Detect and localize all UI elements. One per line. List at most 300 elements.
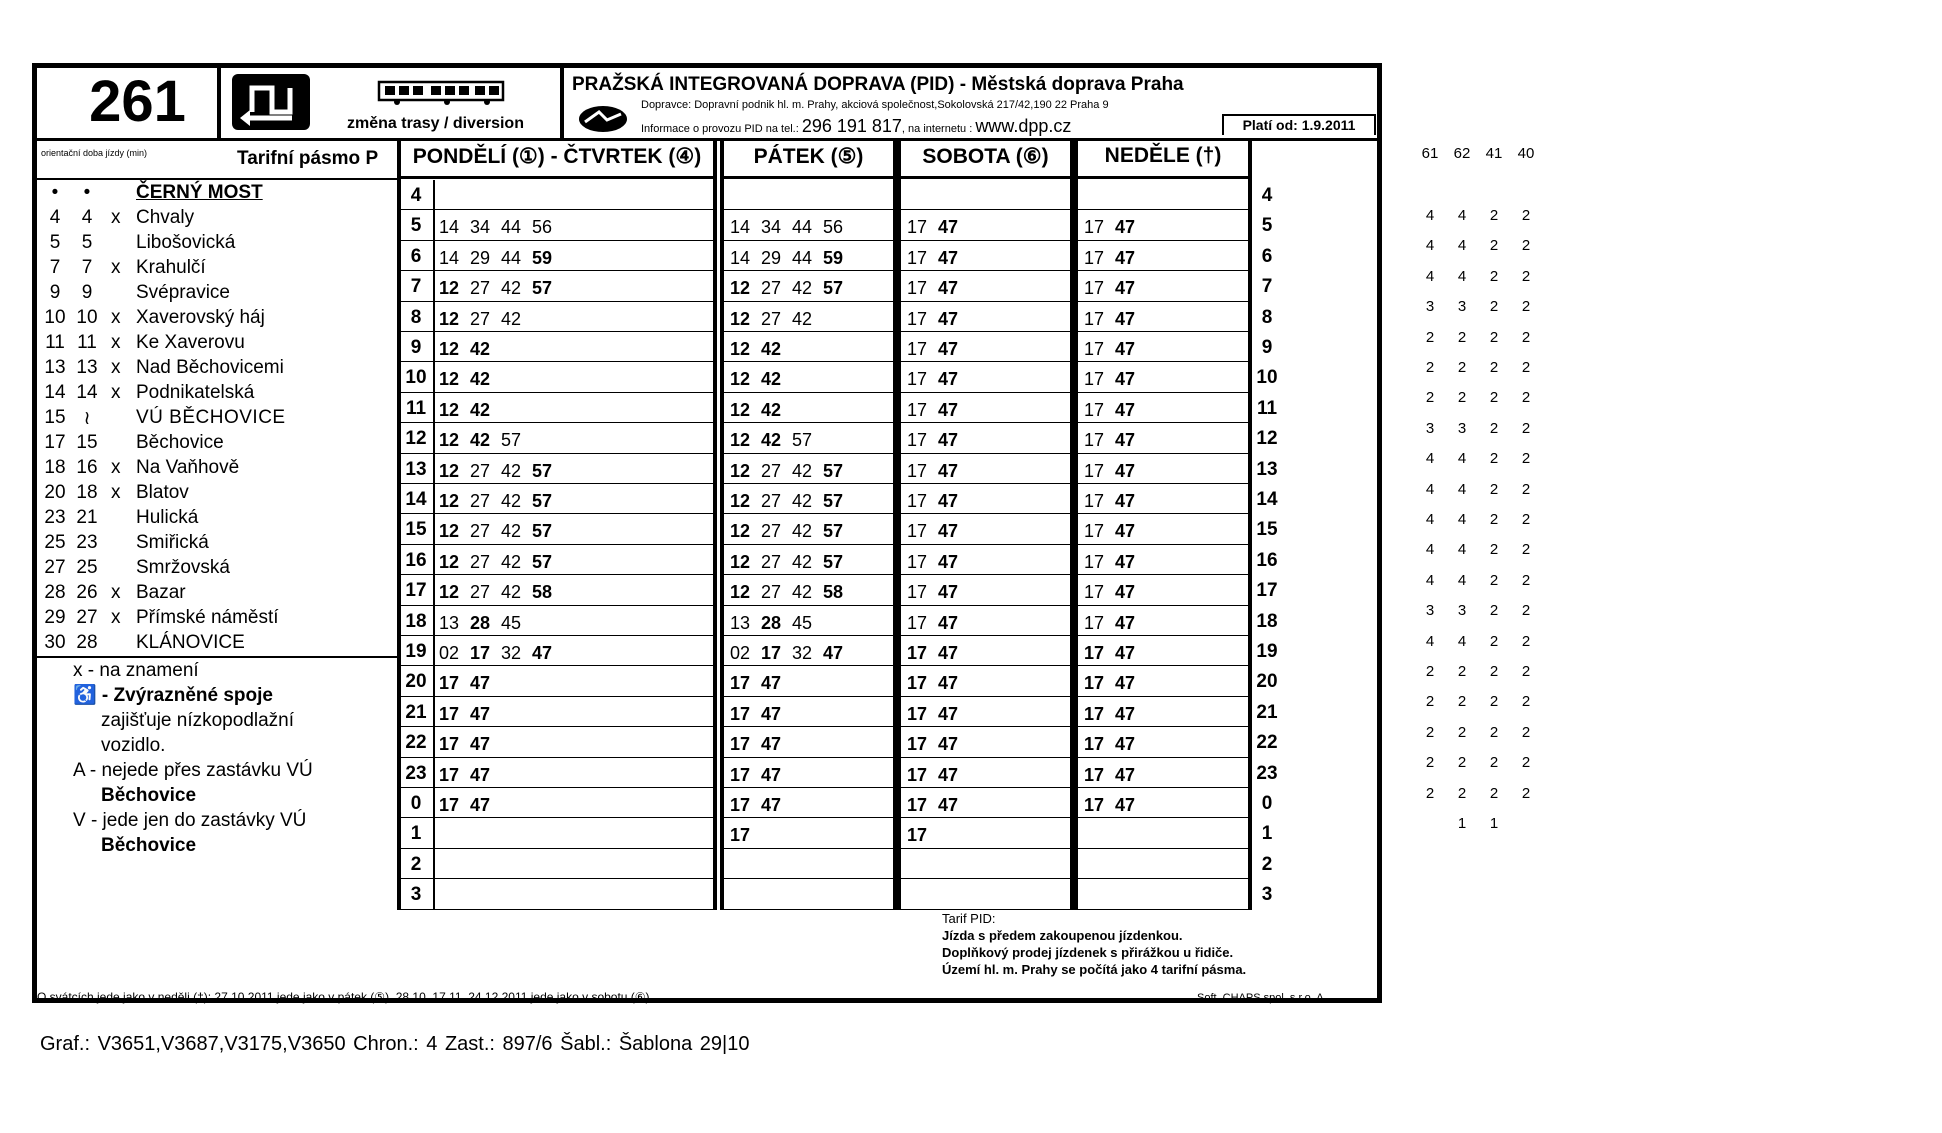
- departure-minute: 17: [1084, 703, 1105, 724]
- departure-minute: 59: [823, 247, 844, 268]
- hour-row: [1078, 727, 1248, 757]
- departure-minute: 17: [1084, 491, 1105, 511]
- departure-minute: 57: [532, 460, 553, 481]
- departure-minute: 12: [730, 551, 751, 572]
- departure-minute: 17: [907, 734, 928, 755]
- stop-row: [41, 357, 401, 382]
- departure-minute: 47: [761, 764, 782, 785]
- side-cell: 2: [1425, 784, 1435, 802]
- hour-row: [401, 302, 713, 332]
- side-cell: 2: [1521, 541, 1531, 559]
- hour-row: [401, 818, 713, 848]
- hour-row: [901, 636, 1070, 666]
- departure-minute: 17: [907, 673, 928, 694]
- departure-minute: 57: [792, 430, 813, 451]
- departure-minute: 57: [501, 430, 522, 451]
- departure-minute: 47: [1115, 521, 1136, 542]
- hour-row: [901, 788, 1070, 818]
- hour-row: [401, 210, 713, 240]
- hour-row: [724, 818, 893, 848]
- side-cell: 4: [1425, 450, 1435, 468]
- stop-row: [41, 282, 401, 307]
- side-cell: 2: [1457, 723, 1467, 741]
- departure-minute: 27: [761, 521, 782, 542]
- hour-row: [901, 545, 1070, 575]
- side-cell: 2: [1425, 663, 1435, 680]
- stop-b: 21: [76, 507, 98, 528]
- side-cell: 4: [1457, 480, 1467, 498]
- departure-minute: 47: [1115, 491, 1136, 511]
- hour-row: [724, 210, 893, 240]
- departure-minute: 27: [470, 278, 491, 299]
- departure-minute: 27: [761, 308, 782, 329]
- side-cell: 3: [1425, 602, 1435, 620]
- departure-minute: 47: [938, 399, 959, 420]
- legend-line: Běchovice: [101, 785, 197, 806]
- departure-minute: 58: [823, 582, 844, 603]
- side-cell: 2: [1489, 784, 1499, 802]
- departure-minute: 47: [938, 673, 959, 694]
- diversion-label: změna trasy / diversion: [347, 115, 524, 132]
- side-cell: 2: [1425, 723, 1435, 741]
- departure-minute: 47: [938, 308, 959, 329]
- hour-row: [1078, 393, 1248, 423]
- diversion-icon: [232, 74, 310, 130]
- side-cell: 2: [1457, 754, 1467, 772]
- hour-row: [901, 393, 1070, 423]
- departure-minute: 47: [1115, 399, 1136, 420]
- stop-x: x: [111, 207, 121, 228]
- stop-list-divider: [37, 178, 397, 180]
- side-row: [1415, 329, 1545, 349]
- side-cell: 2: [1521, 663, 1531, 680]
- hour-row: [1078, 636, 1248, 666]
- hour-label: 21: [405, 701, 427, 723]
- departure-minute: 17: [907, 339, 928, 359]
- departure-minute: 57: [532, 551, 553, 572]
- stop-b: 9: [81, 282, 93, 303]
- departure-minute: 47: [761, 673, 782, 694]
- departure-minute: 12: [439, 278, 460, 299]
- side-header-cell: 41: [1485, 145, 1503, 162]
- departure-minute: 47: [938, 582, 959, 603]
- hour-row: [1078, 514, 1248, 544]
- side-cell: 2: [1521, 450, 1531, 468]
- departure-minute: 34: [470, 217, 491, 238]
- hour-row: [724, 362, 893, 392]
- departure-minute: 27: [761, 582, 782, 603]
- departure-minute: 44: [792, 247, 813, 268]
- hour-label: 16: [1256, 549, 1278, 571]
- stop-row: [41, 507, 401, 532]
- side-cell: 2: [1489, 541, 1499, 559]
- side-cell: 2: [1489, 237, 1499, 255]
- day-column: [1074, 140, 1252, 910]
- header-rule: [724, 176, 893, 179]
- departure-minute: 12: [439, 521, 460, 542]
- stop-b: 13: [76, 357, 98, 378]
- side-cell: 2: [1521, 693, 1531, 711]
- stop-x: x: [111, 307, 121, 328]
- side-row: [1415, 511, 1545, 531]
- stop-row: [41, 557, 401, 582]
- hour-row: [901, 332, 1070, 362]
- hour-label: 9: [410, 337, 422, 358]
- departure-minute: 47: [532, 643, 553, 663]
- side-cell: 2: [1521, 511, 1531, 528]
- departure-minute: 47: [823, 643, 844, 663]
- hour-row: [901, 514, 1070, 544]
- legend-line: zajišťuje nízkopodlažní: [101, 710, 295, 731]
- departure-minute: 47: [1115, 308, 1136, 329]
- hour-row: [724, 758, 893, 788]
- day-header: PONDĚLÍ (①) - ČTVRTEK (④): [412, 145, 702, 168]
- hour-label: 5: [1261, 215, 1273, 237]
- hour-row: [724, 697, 893, 727]
- stop-a: 18: [44, 457, 66, 478]
- departure-minute: 45: [792, 612, 813, 633]
- departure-minute: 59: [532, 247, 553, 268]
- stop-x: x: [111, 482, 121, 503]
- departure-minute: 42: [470, 369, 491, 390]
- departure-minute: 17: [1084, 278, 1105, 299]
- departure-minute: 27: [761, 278, 782, 299]
- departure-minute: 14: [439, 247, 460, 268]
- hour-row: [901, 241, 1070, 271]
- stop-name: VÚ BĚCHOVICE: [136, 407, 286, 428]
- hour-label: 23: [1256, 762, 1278, 784]
- pid-logo-icon: [577, 104, 629, 134]
- departure-minute: 17: [730, 703, 751, 724]
- legend-line: ♿ - Zvýrazněné spoje: [73, 685, 273, 706]
- side-cell: 2: [1457, 784, 1467, 802]
- stop-a: 7: [49, 257, 61, 278]
- departure-minute: 44: [501, 217, 522, 238]
- side-cell: 4: [1457, 571, 1467, 589]
- departure-minute: 17: [439, 673, 460, 694]
- hour-row: [1078, 180, 1248, 210]
- departure-minute: 27: [470, 460, 491, 481]
- side-cell: 4: [1425, 511, 1435, 528]
- stop-row: [41, 607, 401, 632]
- tariff-zone: Tarifní pásmo P: [237, 148, 379, 169]
- side-cell: 4: [1457, 541, 1467, 559]
- hour-label: 22: [1256, 732, 1278, 754]
- hour-row: [724, 879, 893, 909]
- departure-minute: 17: [730, 673, 751, 694]
- stop-a: 10: [44, 307, 66, 328]
- departure-minute: 12: [439, 369, 460, 390]
- hour-row: [1078, 241, 1248, 271]
- hour-row: [1078, 484, 1248, 514]
- stop-a: •: [51, 182, 59, 203]
- side-cell: 2: [1521, 298, 1531, 316]
- hour-row: [901, 758, 1070, 788]
- departure-minute: 42: [792, 278, 813, 299]
- hour-row: [901, 575, 1070, 605]
- stop-x: x: [111, 257, 121, 278]
- side-row: [1415, 541, 1545, 561]
- departure-minute: 42: [761, 399, 782, 420]
- hour-row: [401, 241, 713, 271]
- side-cell: 1: [1457, 815, 1467, 832]
- hour-row: [401, 758, 713, 788]
- side-cell: 2: [1489, 723, 1499, 741]
- stop-x: x: [111, 607, 121, 628]
- departure-minute: 12: [730, 491, 751, 511]
- departure-minute: 17: [907, 247, 928, 268]
- stop-row: [41, 532, 401, 557]
- side-cell: 1: [1489, 815, 1499, 832]
- stop-name: Hulická: [136, 507, 199, 528]
- stop-name: Krahulčí: [136, 257, 206, 278]
- departure-minute: 57: [532, 491, 553, 511]
- hour-row: [724, 666, 893, 696]
- side-cell: 2: [1521, 389, 1531, 407]
- stop-name: Chvaly: [136, 207, 195, 228]
- stop-name: Libošovická: [136, 232, 236, 253]
- hour-label: 2: [410, 853, 422, 875]
- hour-label: 1: [1261, 823, 1273, 845]
- hour-label: 19: [1256, 641, 1278, 662]
- holiday-footnote: O svátcích jede jako v neděli (†); 27.10.2011 jede jako v pátek (⑤), 28.10.,17.11.,24.12.2011 jede jako v sobotu (⑥).: [37, 990, 653, 1004]
- stop-x: x: [111, 332, 121, 353]
- hour-row: [724, 180, 893, 210]
- stop-b: 26: [76, 582, 98, 603]
- side-cell: 2: [1489, 450, 1499, 468]
- side-cell: 4: [1425, 480, 1435, 498]
- side-row: [1415, 298, 1545, 318]
- stop-b: 15: [76, 432, 98, 453]
- departure-minute: 42: [501, 308, 522, 329]
- side-header: [1415, 145, 1545, 165]
- hour-row: [724, 788, 893, 818]
- hour-row: [401, 697, 713, 727]
- departure-minute: 28: [761, 612, 782, 633]
- hour-label: 3: [410, 884, 422, 906]
- stop-a: 11: [45, 332, 65, 353]
- side-cell: 2: [1489, 389, 1499, 407]
- hour-label: 19: [405, 641, 427, 662]
- day-header: SOBOTA (⑥): [922, 145, 1049, 168]
- legend-line: A - nejede přes zastávku VÚ: [73, 760, 313, 781]
- departure-minute: 02: [730, 643, 751, 663]
- side-cell: 4: [1425, 207, 1435, 224]
- hour-label: 4: [410, 185, 422, 206]
- departure-minute: 42: [501, 551, 522, 572]
- hour-label: 9: [1261, 337, 1273, 358]
- departure-minute: 17: [907, 308, 928, 329]
- stop-b: 7: [81, 257, 93, 278]
- stop-name: Nad Běchovicemi: [136, 357, 284, 378]
- header-rule: [401, 176, 713, 179]
- stop-b: 27: [76, 607, 98, 628]
- departure-minute: 47: [1115, 643, 1136, 663]
- hour-label: 0: [410, 793, 422, 814]
- side-row: [1415, 754, 1545, 774]
- operator-text: Dopravce: Dopravní podnik hl. m. Prahy, akciová společnost,Sokolovská 217/42,190 22 Praha 9: [641, 99, 1109, 111]
- website: www.dpp.cz: [975, 116, 1072, 136]
- departure-minute: 28: [470, 612, 491, 633]
- departure-minute: 17: [1084, 764, 1105, 785]
- side-row: [1415, 268, 1545, 288]
- legend-line: Běchovice: [101, 835, 197, 856]
- hour-row: [1078, 758, 1248, 788]
- departure-minute: 57: [823, 551, 844, 572]
- departure-minute: 17: [907, 764, 928, 785]
- departure-minute: 47: [938, 491, 959, 511]
- departure-minute: 17: [907, 643, 928, 663]
- departure-minute: 17: [907, 278, 928, 299]
- departure-minute: 47: [470, 703, 491, 724]
- hour-row: [1078, 271, 1248, 301]
- side-cell: 2: [1489, 298, 1499, 316]
- departure-minute: 14: [730, 247, 751, 268]
- departure-minute: 47: [1115, 551, 1136, 572]
- travel-time-label: orientační doba jízdy (min): [41, 148, 148, 158]
- departure-minute: 42: [761, 339, 782, 359]
- departure-minute: 12: [439, 491, 460, 511]
- departure-minute: 17: [1084, 643, 1105, 663]
- legend: [73, 658, 403, 858]
- stop-row: [41, 257, 401, 282]
- departure-minute: 17: [730, 764, 751, 785]
- departure-minute: 17: [439, 795, 460, 815]
- departure-minute: 42: [501, 582, 522, 603]
- stop-a: 25: [44, 532, 66, 553]
- hour-row: [401, 454, 713, 484]
- departure-minute: 17: [1084, 612, 1105, 633]
- departure-minute: 57: [823, 460, 844, 481]
- departure-minute: 34: [761, 217, 782, 238]
- departure-minute: 42: [470, 399, 491, 420]
- tariff-note: [942, 910, 1246, 978]
- hour-row: [724, 606, 893, 636]
- departure-minute: 27: [470, 582, 491, 603]
- side-cell: 2: [1425, 328, 1435, 346]
- stop-name: ČERNÝ MOST: [136, 182, 263, 203]
- departure-minute: 12: [730, 308, 751, 329]
- departure-minute: 17: [1084, 430, 1105, 451]
- side-header-cell: 62: [1453, 145, 1471, 162]
- side-row: [1415, 389, 1545, 409]
- stop-a: 29: [44, 607, 66, 628]
- departure-minute: 47: [470, 734, 491, 755]
- hour-row: [901, 879, 1070, 909]
- hour-row: [1078, 666, 1248, 696]
- header-separator: [217, 68, 221, 138]
- hour-row: [401, 545, 713, 575]
- departure-minute: 12: [730, 278, 751, 299]
- side-cell: 2: [1489, 267, 1499, 285]
- side-cell: 2: [1521, 571, 1531, 589]
- departure-minute: 14: [730, 217, 751, 238]
- hour-row: [724, 271, 893, 301]
- departure-minute: 17: [907, 612, 928, 633]
- stop-row: [41, 407, 401, 432]
- stop-x: x: [111, 457, 121, 478]
- departure-minute: 47: [1115, 369, 1136, 390]
- side-row: [1415, 815, 1545, 835]
- hour-separator: [1248, 180, 1250, 910]
- side-row: [1415, 481, 1545, 501]
- side-cell: 4: [1425, 237, 1435, 255]
- hour-row: [401, 180, 713, 210]
- stop-a: 5: [49, 232, 61, 253]
- stop-b: 10: [76, 307, 98, 328]
- hour-label: 6: [1261, 245, 1273, 267]
- stop-row: [41, 307, 401, 332]
- side-cell: 2: [1489, 571, 1499, 589]
- hour-row: [401, 271, 713, 301]
- departure-minute: 47: [938, 734, 959, 755]
- departure-minute: 27: [761, 551, 782, 572]
- hour-label: 12: [1256, 428, 1278, 450]
- hour-label: 15: [405, 519, 427, 541]
- stop-a: 4: [49, 207, 61, 228]
- departure-minute: 47: [938, 703, 959, 724]
- departure-minute: 47: [1115, 703, 1136, 724]
- departure-minute: 17: [730, 734, 751, 755]
- stop-row: [41, 582, 401, 607]
- hour-label: 5: [410, 215, 422, 237]
- hour-row: [724, 849, 893, 879]
- departure-minute: 47: [938, 460, 959, 481]
- hour-row: [901, 302, 1070, 332]
- departure-minute: 42: [792, 551, 813, 572]
- side-cell: 2: [1521, 328, 1531, 346]
- side-cell: 4: [1425, 541, 1435, 559]
- side-row: [1415, 602, 1545, 622]
- hour-row: [1078, 697, 1248, 727]
- stop-a: 23: [44, 507, 66, 528]
- departure-minute: 17: [730, 825, 751, 846]
- side-cell: 2: [1521, 754, 1531, 772]
- hour-row: [401, 606, 713, 636]
- side-row: [1415, 633, 1545, 653]
- hour-row: [1078, 454, 1248, 484]
- hour-row: [724, 514, 893, 544]
- side-cell: 4: [1457, 267, 1467, 285]
- info-prefix: Informace o provozu PID na tel.:: [641, 123, 799, 135]
- stop-b: ≀: [83, 408, 91, 429]
- side-cell: 2: [1521, 359, 1531, 376]
- side-cell: 4: [1425, 571, 1435, 589]
- legend-line: x - na znamení: [73, 660, 199, 681]
- hour-row: [1078, 879, 1248, 909]
- stop-row: [41, 632, 401, 657]
- departure-minute: 42: [501, 491, 522, 511]
- side-row: [1415, 237, 1545, 257]
- departure-minute: 12: [730, 460, 751, 481]
- phone-number: 296 191 817: [801, 116, 902, 136]
- departure-minute: 17: [1084, 521, 1105, 542]
- side-cell: 4: [1457, 632, 1467, 650]
- side-cell: 2: [1521, 419, 1531, 437]
- departure-minute: 17: [1084, 369, 1105, 390]
- side-cell: 2: [1457, 663, 1467, 680]
- side-cell: 2: [1425, 359, 1435, 376]
- hour-row: [724, 241, 893, 271]
- hour-row: [901, 454, 1070, 484]
- stop-name: Podnikatelská: [136, 382, 255, 403]
- side-row: [1415, 572, 1545, 592]
- departure-minute: 57: [532, 278, 553, 299]
- hour-label: 2: [1261, 853, 1273, 875]
- departure-minute: 27: [761, 460, 782, 481]
- departure-minute: 13: [439, 612, 460, 633]
- side-cell: 3: [1425, 419, 1435, 437]
